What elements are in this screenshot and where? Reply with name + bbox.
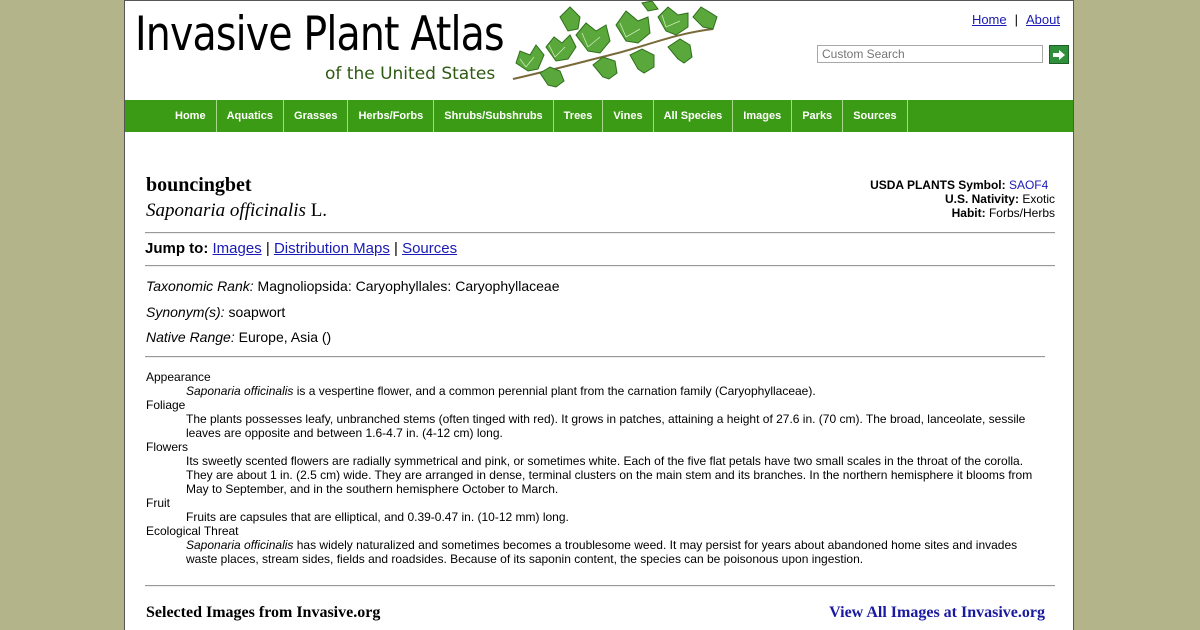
nav-trees[interactable]: Trees xyxy=(554,100,604,132)
native-range-label: Native Range: xyxy=(146,329,235,345)
scientific-name xyxy=(146,200,327,222)
jump-link-sources[interactable]: Sources xyxy=(402,240,458,257)
appearance-species: Saponaria officinalis xyxy=(186,384,294,398)
usda-symbol-link[interactable]: SAOF4 xyxy=(1008,178,1049,192)
jump-link-distribution-maps[interactable]: Distribution Maps xyxy=(273,240,390,257)
common-name: bouncingbet xyxy=(146,174,252,196)
nav-all-species[interactable]: All Species xyxy=(654,100,734,132)
nav-sources[interactable]: Sources xyxy=(843,100,907,132)
search-input[interactable] xyxy=(817,45,1043,63)
arrow-right-icon xyxy=(1052,49,1066,61)
search-button[interactable] xyxy=(1049,45,1069,64)
nav-grasses[interactable]: Grasses xyxy=(284,100,348,132)
top-link-about[interactable]: About xyxy=(1026,12,1060,27)
appearance-text xyxy=(186,384,1046,398)
appearance-term: Appearance xyxy=(146,370,211,384)
nav-herbs-forbs[interactable]: Herbs/Forbs xyxy=(348,100,434,132)
taxonomic-rank-value: Magnoliopsida: Caryophyllales: Caryophyllaceae xyxy=(257,278,560,294)
nav-vines[interactable]: Vines xyxy=(603,100,653,132)
nav-parks[interactable]: Parks xyxy=(792,100,843,132)
jump-label: Jump to: xyxy=(145,240,209,257)
nav-shrubs[interactable]: Shrubs/Subshrubs xyxy=(434,100,553,132)
scientific-name-italic: Saponaria officinalis xyxy=(146,200,306,221)
taxonomic-rank-row xyxy=(146,278,560,294)
divider xyxy=(145,232,1055,234)
threat-text xyxy=(186,538,1046,566)
native-range-row xyxy=(146,329,331,345)
divider xyxy=(145,585,1055,587)
jump-link-images[interactable]: Images xyxy=(212,240,262,257)
flowers-term: Flowers xyxy=(146,440,189,454)
nativity-value: Exotic xyxy=(1022,192,1055,206)
synonyms-value: soapwort xyxy=(228,304,286,320)
author: L. xyxy=(310,200,328,221)
divider xyxy=(145,356,1045,358)
appearance-body: is a vespertine flower, and a common perennial plant from the carnation family (Caryophyllaceae). xyxy=(296,384,816,398)
habit-row xyxy=(870,206,1055,220)
nav-aquatics[interactable]: Aquatics xyxy=(217,100,284,132)
usda-symbol-row xyxy=(870,178,1055,192)
synonyms-label: Synonym(s): xyxy=(146,304,225,320)
top-links xyxy=(972,12,1060,27)
view-all-images-link[interactable]: View All Images at Invasive.org xyxy=(829,604,1045,621)
selected-images-heading: Selected Images from Invasive.org xyxy=(146,604,381,621)
jump-to-bar: Jump to: Images | Distribution Maps | Sources xyxy=(145,240,458,257)
ivy-leaves-image xyxy=(508,1,720,91)
divider xyxy=(145,265,1055,267)
threat-term: Ecological Threat xyxy=(146,524,239,538)
nativity-label: U.S. Nativity: xyxy=(944,192,1019,206)
description-list xyxy=(146,370,1046,566)
habit-value: Forbs/Herbs xyxy=(988,206,1055,220)
synonyms-row xyxy=(146,304,285,320)
site-logo-subtitle: of the United States xyxy=(325,64,496,84)
native-range-value: Europe, Asia () xyxy=(238,329,332,345)
habit-label: Habit: xyxy=(951,206,986,220)
usda-label: USDA PLANTS Symbol: xyxy=(870,178,1006,192)
page-container xyxy=(124,0,1074,630)
main-nav xyxy=(125,100,1073,132)
top-link-separator: | xyxy=(1014,12,1019,27)
top-link-home[interactable]: Home xyxy=(971,12,1007,27)
nav-images[interactable]: Images xyxy=(733,100,792,132)
foliage-term: Foliage xyxy=(146,398,186,412)
fruit-term: Fruit xyxy=(146,496,170,510)
threat-species: Saponaria officinalis xyxy=(186,538,294,552)
flowers-text: Its sweetly scented flowers are radially symmetrical and pink, or sometimes white. Each of the five flat petals have two small scales in the throat of the corolla. They are about 1 in. (2.5 cm) wide. They are arranged in dense, terminal clusters on the main stem and its branches. In the northern hemisphere it blooms from May to September, and in the southern hemisphere October to March. xyxy=(186,454,1033,496)
site-logo-title[interactable]: Invasive Plant Atlas xyxy=(135,7,504,62)
threat-body: has widely naturalized and sometimes becomes a troublesome weed. It may persist for years about abandoned home sites and invades waste places, stream sides, fields and roadsides. Because of its saponin content, the species can be poisonous upon ingestion. xyxy=(186,538,1018,566)
taxonomic-rank-label: Taxonomic Rank: xyxy=(146,278,254,294)
nativity-row xyxy=(870,192,1055,206)
info-box xyxy=(870,178,1055,220)
foliage-text: The plants possesses leafy, unbranched stems (often tinged with red). It grows in patches, attaining a height of 27.6 in. (70 cm). The broad, lanceolate, sessile leaves are opposite and between 1.6-4.7 in. (4-12 cm) long. xyxy=(186,412,1026,440)
fruit-text: Fruits are capsules that are elliptical, and 0.39-0.47 in. (10-12 mm) long. xyxy=(186,510,569,524)
nav-home[interactable]: Home xyxy=(165,100,217,132)
